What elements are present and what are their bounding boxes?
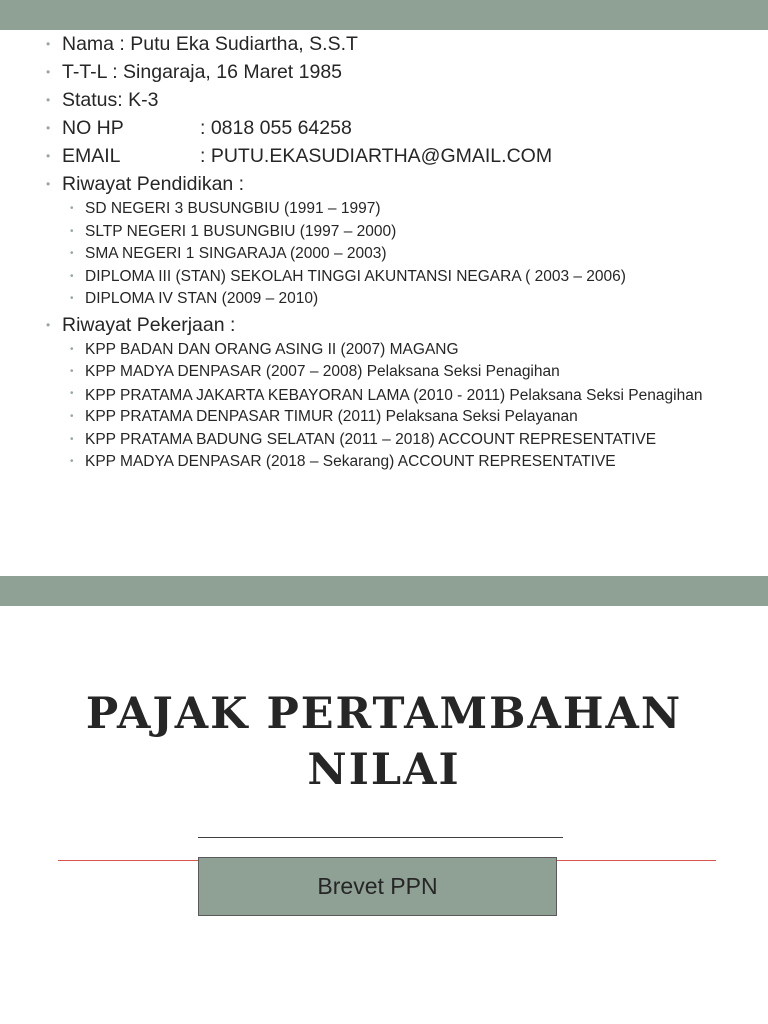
profile-bullet-list bbox=[46, 30, 746, 474]
list-item: • KPP BADAN DAN ORANG ASING II (2007) MAGANG bbox=[70, 339, 746, 362]
top-band bbox=[0, 0, 768, 30]
email-label: EMAIL bbox=[62, 145, 121, 167]
hp-value: : 0818 055 64258 bbox=[200, 117, 352, 139]
ttl-value: Singaraja, 16 Maret 1985 bbox=[123, 61, 343, 83]
subtitle-text: Brevet PPN bbox=[317, 873, 438, 899]
nama-value: Putu Eka Sudiartha, S.S.T bbox=[130, 33, 358, 55]
pendidikan-list bbox=[46, 198, 746, 311]
hp-item bbox=[46, 114, 746, 142]
list-item: • SMA NEGERI 1 SINGARAJA (2000 – 2003) bbox=[70, 243, 746, 266]
status-item bbox=[46, 86, 746, 114]
divider-band bbox=[0, 576, 768, 606]
list-item: • KPP PRATAMA DENPASAR TIMUR (2011) Pelaksana Seksi Pelayanan bbox=[70, 406, 746, 429]
status-value: K-3 bbox=[128, 89, 159, 111]
nama-item bbox=[46, 30, 746, 58]
title-line-1: PAJAK PERTAMBAHAN bbox=[85, 689, 683, 739]
list-item: • KPP MADYA DENPASAR (2018 – Sekarang) ACCOUNT REPRESENTATIVE bbox=[70, 451, 746, 474]
list-item: • KPP PRATAMA JAKARTA KEBAYORAN LAMA (2010 - 2011) Pelaksana Seksi Penagihan bbox=[70, 384, 746, 407]
nama-label: Nama : bbox=[62, 33, 125, 55]
profile-slide bbox=[0, 30, 768, 576]
list-item: • SD NEGERI 3 BUSUNGBIU (1991 – 1997) bbox=[70, 198, 746, 221]
status-label: Status: bbox=[62, 89, 123, 111]
subtitle-box bbox=[198, 857, 557, 916]
list-item: • DIPLOMA IV STAN (2009 – 2010) bbox=[70, 288, 746, 311]
list-item: • KPP MADYA DENPASAR (2007 – 2008) Pelaksana Seksi Penagihan bbox=[70, 361, 746, 384]
title-slide bbox=[0, 606, 768, 1024]
title-underline bbox=[198, 837, 563, 838]
ttl-item bbox=[46, 58, 746, 86]
slide-title bbox=[0, 686, 768, 798]
email-item bbox=[46, 142, 746, 170]
title-line-2: NILAI bbox=[307, 745, 461, 795]
pekerjaan-heading: • Riwayat Pekerjaan : bbox=[46, 311, 746, 339]
list-item: • KPP PRATAMA BADUNG SELATAN (2011 – 2018) ACCOUNT REPRESENTATIVE bbox=[70, 429, 746, 452]
ttl-label: T-T-L : bbox=[62, 61, 118, 83]
hp-label: NO HP bbox=[62, 117, 124, 139]
pendidikan-heading: • Riwayat Pendidikan : bbox=[46, 170, 746, 198]
list-item: • DIPLOMA III (STAN) SEKOLAH TINGGI AKUNTANSI NEGARA ( 2003 – 2006) bbox=[70, 266, 746, 289]
list-item: • SLTP NEGERI 1 BUSUNGBIU (1997 – 2000) bbox=[70, 221, 746, 244]
pekerjaan-list bbox=[46, 339, 746, 474]
email-value: : PUTU.EKASUDIARTHA@GMAIL.COM bbox=[200, 145, 553, 167]
